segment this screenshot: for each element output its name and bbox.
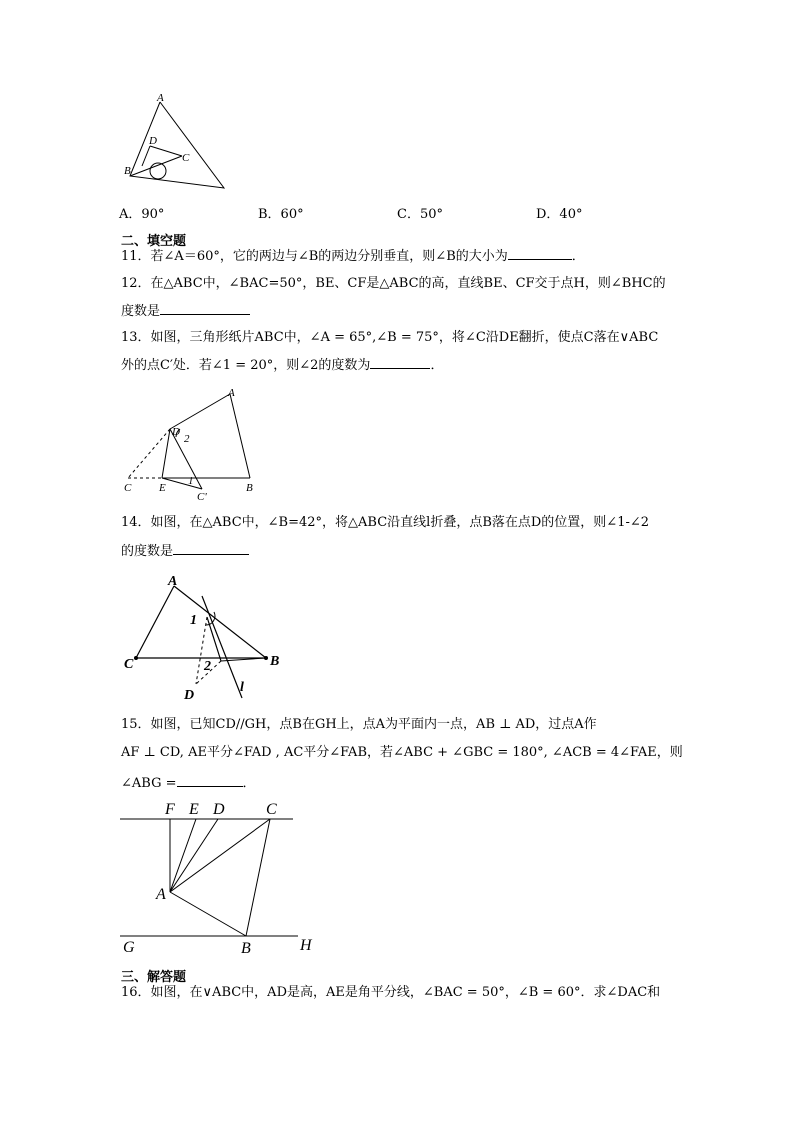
figure-q15	[118, 798, 318, 958]
label-e: E	[159, 482, 166, 494]
segment-d	[142, 146, 150, 166]
q11-end: ．	[571, 249, 585, 264]
question-12-line-1: 12．在△ABC中，∠BAC=50°，BE、CF是△ABC的高，直线BE、CF交于点H，则∠BHC的	[121, 276, 666, 291]
q13-line-2-text: 外的点C′处．若∠1 = 20°，则∠2的度数为	[121, 358, 371, 373]
q15-line-3-text: ∠ABG =	[121, 776, 177, 791]
label-b: B	[124, 165, 131, 177]
question-16: 16．如图，在∨ABC中，AD是高，AE是角平分线，∠BAC = 50°，∠B = 60°．求∠DAC和	[121, 985, 661, 1000]
label-c-prime: C'	[197, 491, 207, 500]
q11-answer-blank[interactable]	[508, 247, 572, 260]
label-b: B	[246, 482, 253, 494]
q13-end: ．	[430, 358, 444, 373]
label-c: C	[124, 657, 134, 672]
label-f: F	[165, 801, 175, 818]
segment-bc	[130, 156, 182, 176]
question-14-line-1: 14．如图，在△ABC中，∠B=42°，将△ABC沿直线l折叠，点B落在点D的位置，则∠1-∠2	[121, 515, 650, 530]
question-13-line-1: 13．如图，三角形纸片ABC中，∠A = 65°,∠B = 75°，将∠C沿DE翻折，使点C落在∨ABC	[121, 330, 659, 345]
label-angle-1: 1	[188, 475, 194, 487]
label-a: A	[157, 92, 164, 104]
figure-q14	[118, 572, 283, 702]
option-a[interactable]: A．90°	[119, 207, 165, 222]
label-g: G	[123, 939, 135, 956]
q15-answer-blank[interactable]	[177, 774, 243, 787]
label-d: D	[149, 135, 157, 147]
label-h: H	[300, 937, 312, 954]
label-angle-1: 1	[190, 613, 197, 628]
label-d: D	[184, 688, 195, 702]
label-l: l	[240, 680, 244, 695]
figure-q15-svg	[118, 798, 318, 958]
label-b: B	[270, 654, 280, 669]
q14-line-2-text: 的度数是	[121, 544, 174, 559]
q13-answer-blank[interactable]	[370, 356, 430, 369]
question-15-line-2: AF ⊥ CD, AE平分∠FAD , AC平分∠FAB，若∠ABC + ∠GBC = 180°, ∠ACB = 4∠FAE，则	[121, 745, 683, 760]
section-heading-fill-in: 二、填空题	[121, 234, 187, 249]
option-c[interactable]: C．50°	[397, 207, 443, 222]
label-a: A	[156, 886, 166, 903]
label-e: E	[189, 801, 199, 818]
label-angle-2: 2	[204, 659, 211, 674]
segment-dc	[150, 146, 182, 156]
label-c: C	[182, 152, 190, 164]
question-13-line-2	[121, 356, 681, 375]
label-a: A	[168, 574, 178, 589]
option-b[interactable]: B．60°	[258, 207, 304, 222]
label-angle-2: 2	[184, 433, 190, 445]
q11-text: 11．若∠A＝60°，它的两边与∠B的两边分别垂直，则∠B的大小为	[121, 249, 508, 264]
section-heading-solutions: 三、解答题	[121, 970, 187, 985]
q12-line-2-text: 度数是	[121, 304, 161, 319]
label-d: D	[172, 426, 180, 438]
label-b: B	[241, 940, 251, 957]
label-a: A	[228, 387, 235, 399]
question-15-line-3	[121, 774, 681, 793]
question-12-line-2	[121, 302, 681, 321]
label-d: D	[213, 801, 225, 818]
label-c: C	[266, 801, 277, 818]
q14-answer-blank[interactable]	[173, 542, 249, 555]
option-d[interactable]: D．40°	[536, 207, 583, 222]
figure-q14-svg	[118, 572, 283, 702]
question-14-line-2	[121, 542, 681, 561]
figure-q13	[118, 385, 268, 500]
q15-end: ．	[242, 776, 256, 791]
question-15-line-1: 15．如图，已知CD//GH，点B在GH上，点A为平面内一点，AB ⊥ AD，过点A作	[121, 717, 597, 732]
figure-q10	[118, 92, 230, 192]
figure-q13-svg	[118, 385, 268, 500]
figure-q10-svg	[118, 92, 230, 192]
q12-answer-blank[interactable]	[160, 302, 250, 315]
question-11	[121, 247, 681, 266]
label-c: C	[124, 482, 132, 494]
